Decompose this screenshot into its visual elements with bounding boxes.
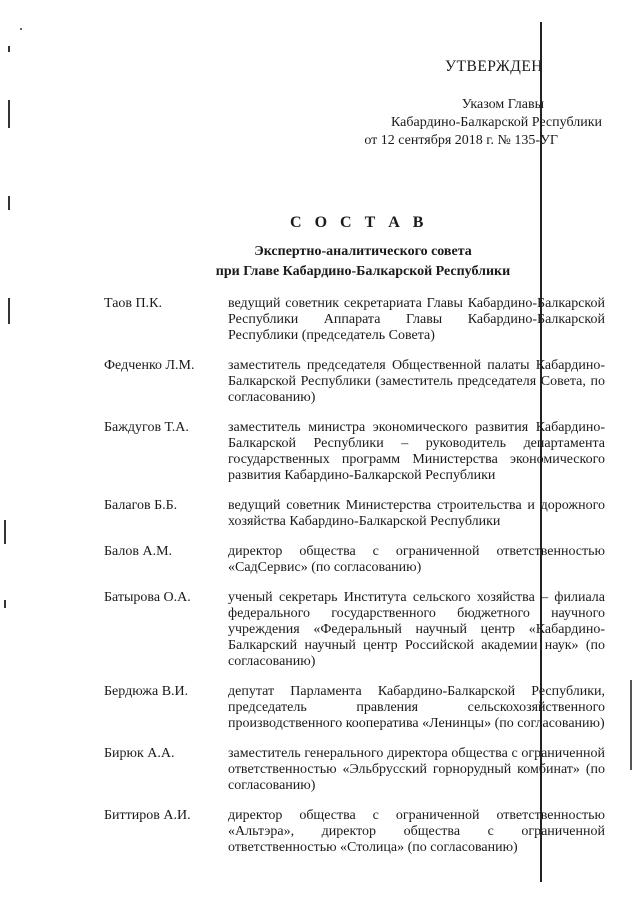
subtitle-line: Экспертно-аналитического совета: [254, 244, 472, 259]
document-subtitle: [0, 242, 640, 282]
approval-line: от 12 сентября 2018 г. № 135-УГ: [364, 133, 558, 148]
scan-edge-mark: [4, 520, 6, 544]
member-name: Таов П.К.: [104, 296, 162, 311]
member-row: [104, 746, 604, 794]
member-role: заместитель генерального директора общества с ограниченной ответственностью «Эльбрусский горнорудный комбинат» (по согласованию): [228, 746, 605, 793]
member-row: [104, 498, 604, 530]
member-name: Федченко Л.М.: [104, 358, 195, 373]
scan-edge-mark: [8, 100, 10, 128]
member-row: [104, 420, 604, 484]
scan-edge-mark: [8, 196, 10, 210]
member-role: ведущий советник секретариата Главы Кабардино-Балкарской Республики Аппарата Главы Кабардино-Балкарской Республики (председатель Совета): [228, 296, 605, 343]
member-role: заместитель министра экономического развития Кабардино-Балкарской Республики – руководитель департамента государственных программ Министерства экономического развития Кабардино-Балкарской Республики: [228, 420, 605, 483]
approval-block: [302, 96, 602, 150]
member-name: Батырова О.А.: [104, 590, 191, 605]
member-role: директор общества с ограниченной ответственностью «СадСервис» (по согласованию): [228, 544, 605, 575]
member-role: заместитель председателя Общественной палаты Кабардино-Балкарской Республики (заместитель председателя Совета, по согласованию): [228, 358, 605, 405]
member-role: депутат Парламента Кабардино-Балкарской Республики, председатель правления сельскохозяйственного производственного кооператива «Ленинцы» (по согласованию): [228, 684, 605, 731]
member-name: Биттиров А.И.: [104, 808, 191, 823]
member-name: Баждугов Т.А.: [104, 420, 189, 435]
approval-line: Кабардино-Балкарской Республики: [391, 115, 602, 130]
scan-edge-mark: [8, 298, 10, 324]
member-row: [104, 590, 604, 670]
member-row: [104, 544, 604, 576]
member-role: ученый секретарь Института сельского хозяйства – филиала федерального государственного бюджетного научного учреждения «Федеральный научный центр «Кабардино-Балкарский научный центр Российской академии наук» (по согласованию): [228, 590, 605, 669]
member-row: [104, 808, 604, 856]
scan-speck: [20, 28, 22, 30]
scan-edge-mark: [8, 46, 10, 52]
member-row: [104, 358, 604, 406]
member-row: [104, 296, 604, 344]
member-name: Бирюк А.А.: [104, 746, 175, 761]
subtitle-line: при Главе Кабардино-Балкарской Республики: [215, 264, 511, 279]
scan-edge-mark: [630, 680, 632, 770]
members-list: [104, 296, 604, 870]
approval-line: Указом Главы: [461, 97, 544, 112]
member-name: Балагов Б.Б.: [104, 498, 178, 513]
scan-edge-mark: [4, 600, 6, 608]
member-role: ведущий советник Министерства строительства и дорожного хозяйства Кабардино-Балкарской Республики: [228, 498, 605, 529]
document-title: С О С Т А В: [290, 214, 428, 231]
member-name: Балов А.М.: [104, 544, 173, 559]
member-row: [104, 684, 604, 732]
member-role: директор общества с ограниченной ответственностью «Альтэра», директор общества с ограниченной ответственностью «Столица» (по согласованию): [228, 808, 605, 855]
approval-title: УТВЕРЖДЕН: [445, 58, 543, 75]
member-name: Бердюжа В.И.: [104, 684, 189, 699]
